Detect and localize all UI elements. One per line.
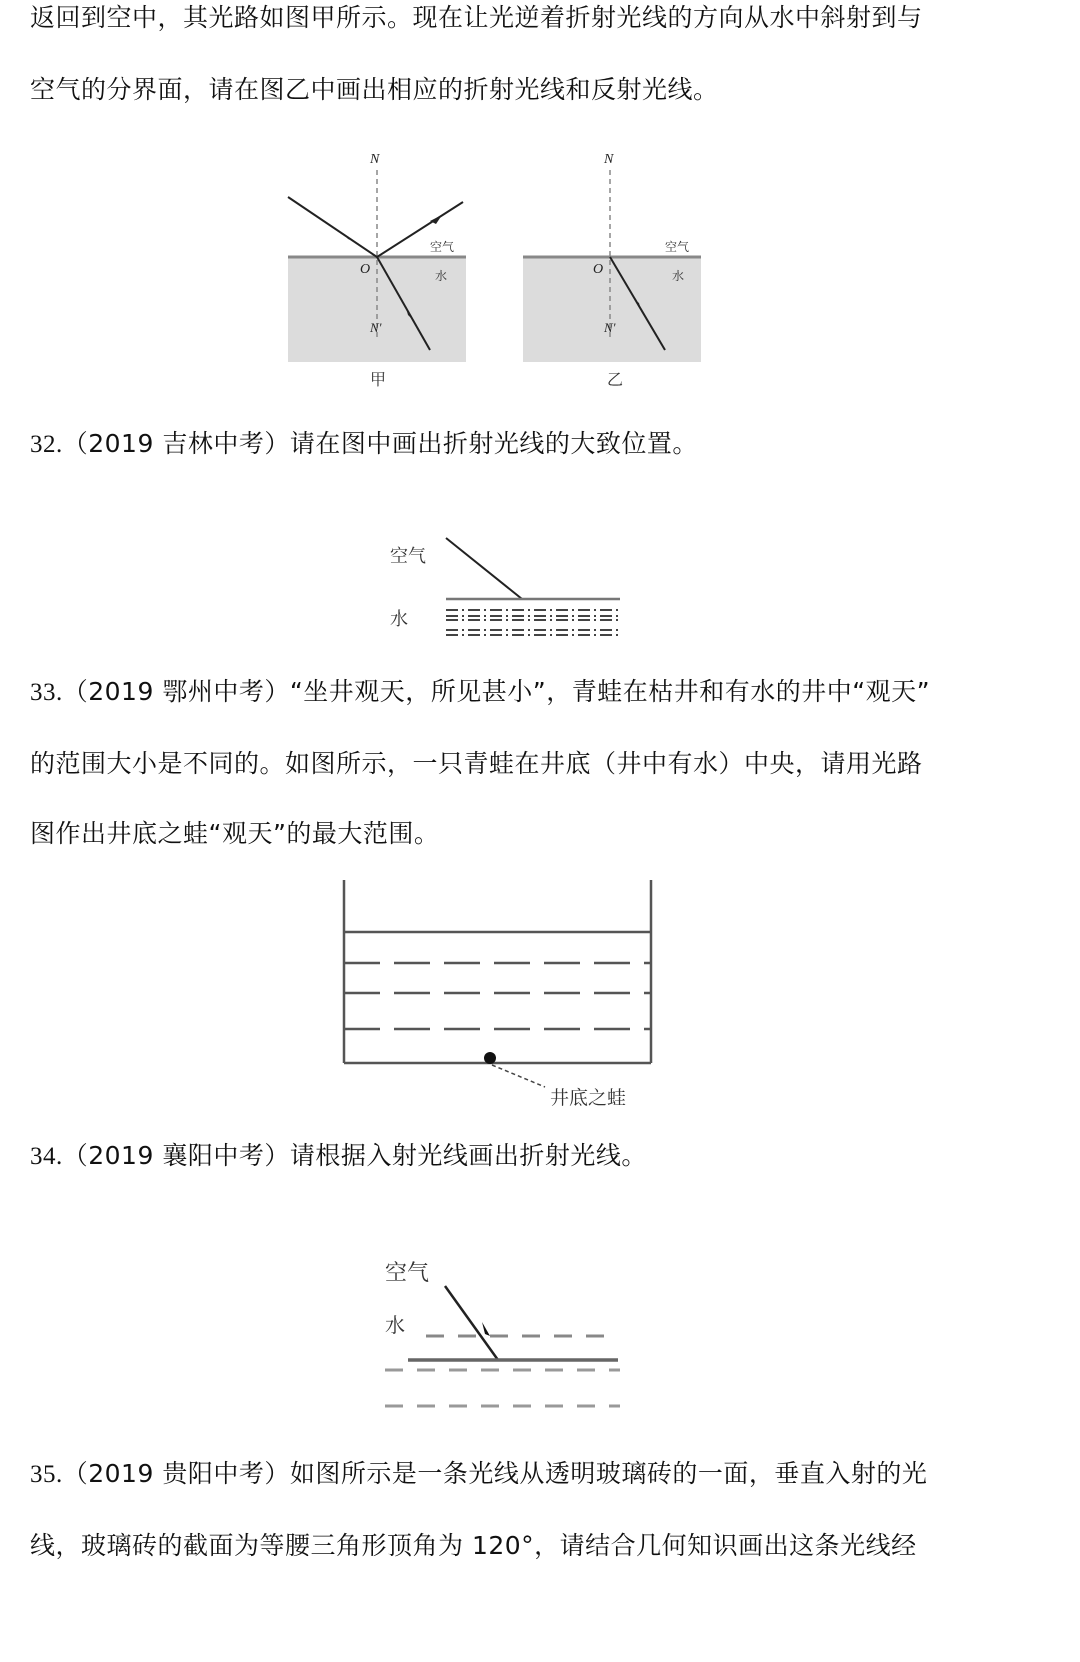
question-body: 请在图中画出折射光线的大致位置。 (289, 429, 698, 458)
air-label: 空气 (390, 546, 426, 567)
q33-text-line-1 (30, 676, 930, 709)
figure-31-yi (515, 145, 715, 395)
question-source: （2019 襄阳中考） (62, 1141, 290, 1170)
frog-dot (484, 1052, 496, 1064)
figure-caption-yi: 乙 (607, 370, 624, 389)
question-number: 35. (30, 1461, 63, 1488)
question-source: （2019 贵阳中考） (62, 1459, 290, 1488)
water-label: 水 (390, 609, 408, 630)
q35-text-line-2: 线，玻璃砖的截面为等腰三角形顶角为 120°，请结合几何知识画出这条光线经 (30, 1531, 917, 1560)
question-body: 如图所示是一条光线从透明玻璃砖的一面，垂直入射的光 (289, 1459, 928, 1488)
question-number: 32. (30, 431, 63, 458)
point-o-label: O (360, 262, 371, 277)
q33-text-line-3: 图作出井底之蛙“观天”的最大范围。 (30, 819, 440, 848)
question-source: （2019 鄂州中考） (62, 677, 290, 706)
question-number: 34. (30, 1143, 63, 1170)
frog-label: 井底之蛙 (550, 1087, 627, 1109)
q35-text-line-1 (30, 1458, 927, 1491)
q31-text-line-2: 空气的分界面，请在图乙中画出相应的折射光线和反射光线。 (30, 75, 719, 104)
point-o-label: O (593, 262, 604, 277)
q31-text-line-1: 返回到空中，其光路如图甲所示。现在让光逆着折射光线的方向从水中斜射到与 (30, 3, 923, 32)
question-body: 请根据入射光线画出折射光线。 (289, 1141, 647, 1170)
question-number: 33. (30, 679, 63, 706)
air-label: 空气 (665, 240, 690, 254)
figure-32-water (380, 580, 640, 650)
normal-top-label: N (604, 152, 614, 167)
water-label: 水 (435, 269, 448, 283)
water-label: 水 (385, 1313, 405, 1337)
q32-text (30, 428, 698, 461)
air-label: 空气 (430, 240, 455, 254)
water-label: 水 (672, 269, 685, 283)
figure-34-lower (380, 1350, 640, 1430)
figure-33-well (330, 880, 710, 1120)
q34-text (30, 1140, 647, 1173)
question-body: “坐井观天，所见甚小”，青蛙在枯井和有水的井中“观天” (289, 677, 931, 706)
normal-bottom-label: N' (370, 320, 382, 335)
figure-31-jia (280, 145, 480, 395)
figure-caption-jia: 甲 (370, 370, 387, 389)
q33-text-line-2: 的范围大小是不同的。如图所示，一只青蛙在井底（井中有水）中央，请用光路 (30, 749, 923, 778)
normal-top-label: N (370, 152, 380, 167)
question-source: （2019 吉林中考） (62, 429, 290, 458)
air-label: 空气 (385, 1261, 430, 1286)
normal-bottom-label: N' (604, 320, 616, 335)
